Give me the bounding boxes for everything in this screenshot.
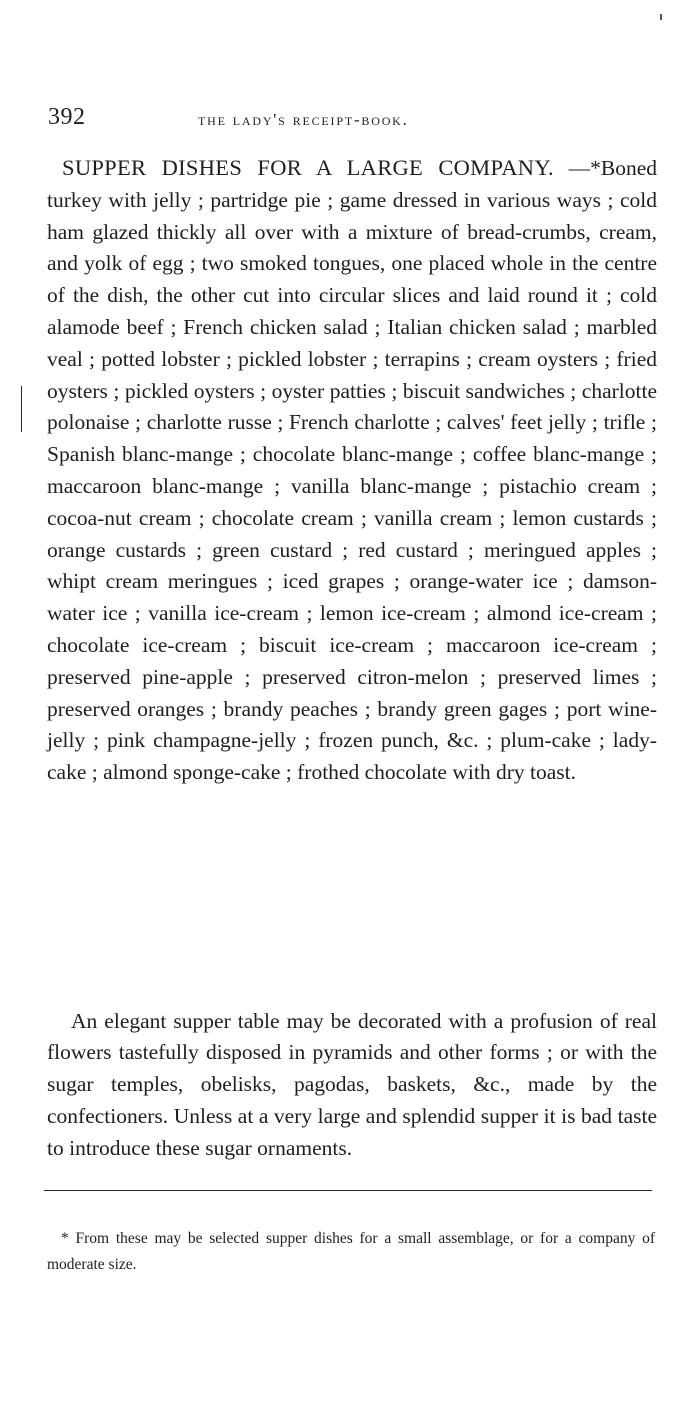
margin-mark	[21, 386, 22, 432]
footnote-rule	[44, 1190, 652, 1191]
section-heading: SUPPER DISHES FOR A LARGE COMPANY.	[62, 155, 554, 180]
footnote: * From these may be selected supper dishes for a small assemblage, or for a company of moderate size.	[47, 1229, 655, 1273]
page-header	[48, 104, 658, 134]
section-body: —*Boned turkey with jelly ; partridge pie ; game dressed in various ways ; cold ham glazed thickly all over with a mixture of bread-crumbs, cream, and yolk of egg ; two smoked tongues, one placed whole in the centre of the dish, the other cut into circular slices and laid round it ; cold alamode beef ; French chicken salad ; Italian chicken salad ; marbled veal ; potted lobster ; pickled lobster ; terrapins ; cream oysters ; fried oysters ; pickled oysters ; oyster patties ; biscuit sandwiches ; charlotte polonaise ; charlotte russe ; French charlotte ; calves' feet jelly ; trifle ; Spanish blanc-mange ; chocolate blanc-mange ; coffee blanc-mange ; maccaroon blanc-mange ; vanilla blanc-mange ; pistachio cream ; cocoa-nut cream ; chocolate cream ; vanilla cream ; lemon custards ; orange custards ; green custard ; red custard ; meringued apples ; whipt cream meringues ; iced grapes ; orange-water ice ; damson-water ice ; vanilla ice-cream ; lemon ice-cream ; almond ice-cream ; chocolate ice-cream ; biscuit ice-cream ; maccaroon ice-cream ; preserved pine-apple ; preserved citron-melon ; preserved limes ; preserved oranges ; brandy peaches ; brandy green gages ; port wine-jelly ; pink champagne-jelly ; frozen punch, &c. ; plum-cake ; lady-cake ; almond sponge-cake ; frothed chocolate with dry toast.	[47, 156, 658, 785]
supper-dishes-section	[47, 152, 657, 789]
running-title: the lady's receipt-book.	[198, 110, 409, 129]
decoration-paragraph: An elegant supper table may be decorated with a profusion of real flowers tastefully disposed in pyramids and other forms ; or with the sugar temples, obelisks, pagodas, baskets, &c., made by the confectioners. Unless at a very large and splendid supper it is bad taste to introduce these sugar ornaments.	[47, 1008, 657, 1160]
ink-speck	[660, 14, 662, 20]
section-paragraph	[47, 152, 657, 789]
page-number: 392	[48, 104, 86, 130]
